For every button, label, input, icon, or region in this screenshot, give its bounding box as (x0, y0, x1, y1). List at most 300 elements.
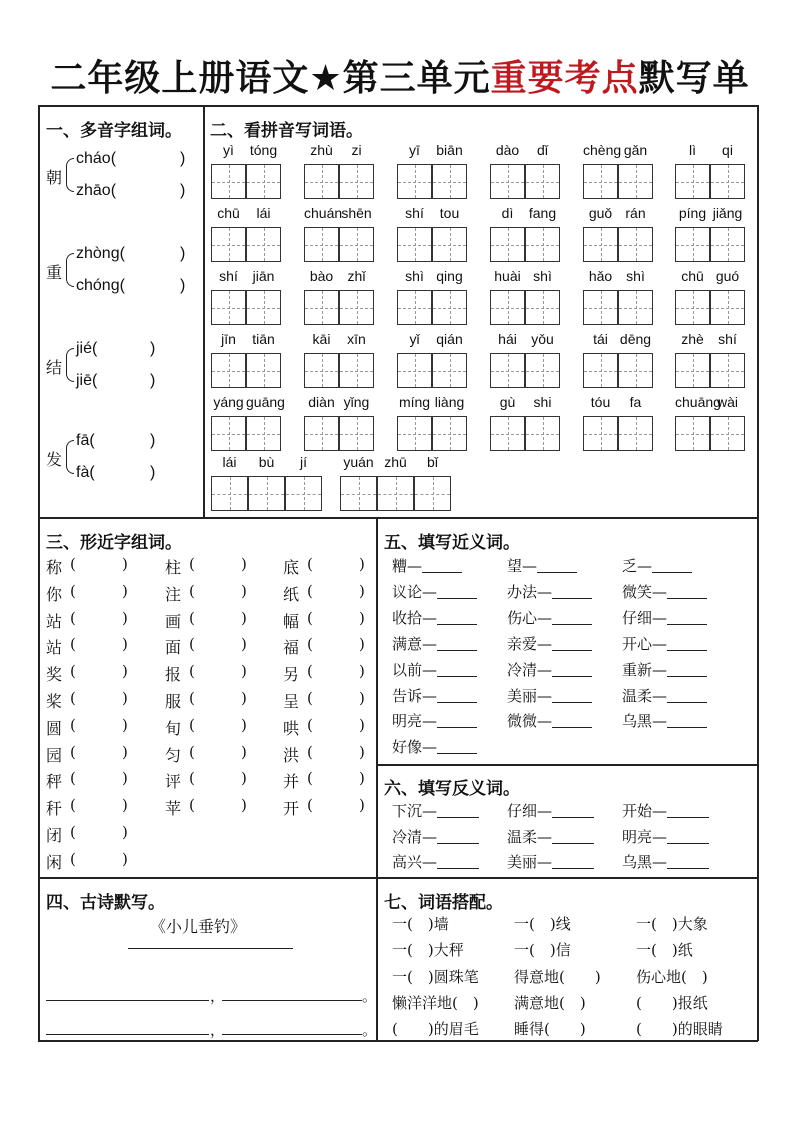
close-paren: ) (122, 742, 128, 761)
tianzi-cell[interactable] (432, 164, 467, 199)
close-paren: ) (241, 662, 247, 681)
synonym-word: 美丽— (507, 686, 553, 705)
tianzi-cell[interactable] (490, 353, 525, 388)
pinyin-syllable: dēng (619, 331, 652, 347)
pinyin-syllable: hái (498, 331, 517, 347)
answer-blank[interactable] (667, 868, 709, 869)
tianzi-cell[interactable] (618, 353, 653, 388)
tianzi-cell[interactable] (525, 227, 560, 262)
tianzi-cell[interactable] (397, 164, 432, 199)
answer-blank[interactable] (667, 727, 707, 728)
similar-char: 奖 (46, 665, 63, 685)
similar-char: 呈 (283, 692, 300, 711)
answer-blank[interactable] (437, 624, 477, 625)
tianzi-cell[interactable] (583, 353, 618, 388)
tianzi-cell[interactable] (397, 290, 432, 325)
close-paren: ) (359, 662, 365, 681)
antonym-word: 开始— (622, 802, 668, 820)
section2-heading: 二、看拼音写词语。 (210, 121, 363, 141)
section5-heading: 五、填写近义词。 (384, 533, 520, 553)
open-paren: ( (189, 769, 195, 788)
pinyin-syllable: dì (501, 205, 514, 221)
close-paren: ) (359, 581, 365, 600)
tianzi-cell[interactable] (397, 227, 432, 262)
match-item[interactable]: ( )报纸 (636, 993, 708, 1012)
open-paren: ( (189, 689, 195, 707)
section3-heading: 三、形近字组词。 (46, 533, 182, 553)
close-paren: ) (150, 464, 156, 481)
match-item[interactable]: 一( )线 (514, 915, 571, 933)
answer-blank[interactable] (652, 572, 692, 573)
similar-char: 秤 (46, 772, 63, 792)
pinyin-syllable: yì (223, 142, 234, 158)
poem-line-1b[interactable] (222, 1000, 362, 1001)
open-paren: ( (70, 742, 76, 761)
tianzi-cell[interactable] (710, 164, 745, 199)
answer-blank[interactable] (422, 572, 462, 573)
synonym-word: 重新— (622, 660, 668, 679)
antonym-word: 温柔— (507, 827, 553, 846)
open-paren: ( (189, 715, 195, 734)
pinyin-syllable: zhù (310, 142, 333, 158)
close-paren: ) (122, 715, 128, 734)
answer-blank[interactable] (437, 676, 477, 677)
tianzi-cell[interactable] (583, 164, 618, 199)
match-item[interactable]: 一( )墙 (392, 915, 449, 933)
close-paren: ) (122, 635, 128, 654)
open-paren: ( (70, 581, 76, 600)
match-item[interactable]: ( )的眼睛 (636, 1020, 723, 1039)
pinyin-syllable: shí (718, 331, 737, 347)
tianzi-cell[interactable] (304, 416, 339, 451)
synonym-word: 满意— (392, 634, 438, 653)
pinyin-syllable: tiān (252, 331, 275, 347)
pinyin-syllable: gù (499, 394, 516, 410)
answer-blank[interactable] (667, 624, 707, 625)
open-paren: ( (70, 823, 76, 841)
match-item[interactable]: 得意地( ) (514, 967, 601, 986)
similar-char: 洪 (283, 745, 300, 765)
synonym-word: 乌黑— (622, 712, 668, 731)
tianzi-cell[interactable] (675, 290, 710, 325)
tianzi-cell[interactable] (490, 416, 525, 451)
synonym-word: 冷清— (507, 660, 553, 679)
polyphone-char: 发 (46, 450, 63, 469)
close-paren: ) (122, 608, 128, 627)
synonym-word: 微微— (507, 712, 553, 731)
pinyin-syllable: zhè (681, 331, 704, 347)
tianzi-cell[interactable] (710, 290, 745, 325)
open-paren: ( (307, 581, 313, 600)
tianzi-cell[interactable] (618, 164, 653, 199)
pinyin-syllable: jīn (221, 331, 236, 347)
antonym-word: 冷清— (392, 827, 438, 846)
answer-blank[interactable] (552, 868, 594, 869)
polyphone-reading: jié( (76, 340, 98, 357)
close-paren: ) (122, 555, 128, 573)
answer-blank[interactable] (437, 753, 477, 754)
answer-blank[interactable] (552, 676, 592, 677)
open-paren: ( (307, 635, 313, 654)
similar-char: 苹 (165, 799, 182, 819)
tianzi-cell[interactable] (248, 476, 285, 511)
open-paren: ( (70, 849, 76, 868)
tianzi-cell[interactable] (211, 227, 246, 262)
close-paren: ) (241, 555, 247, 573)
tianzi-cell[interactable] (211, 353, 246, 388)
antonym-word: 美丽— (507, 853, 553, 871)
close-paren: ) (241, 635, 247, 654)
open-paren: ( (70, 689, 76, 707)
open-paren: ( (307, 662, 313, 681)
open-paren: ( (189, 581, 195, 600)
pinyin-syllable: lì (689, 142, 696, 158)
match-item[interactable]: 一( )大秤 (392, 941, 464, 960)
tianzi-cell[interactable] (339, 164, 374, 199)
pinyin-syllable: dǐ (537, 142, 548, 158)
answer-blank[interactable] (437, 727, 477, 728)
tianzi-cell[interactable] (304, 353, 339, 388)
tianzi-cell[interactable] (710, 416, 745, 451)
comma-2: ， (210, 1021, 226, 1039)
tianzi-cell[interactable] (432, 353, 467, 388)
open-paren: ( (307, 742, 313, 761)
tianzi-cell[interactable] (304, 290, 339, 325)
tianzi-cell[interactable] (304, 164, 339, 199)
open-paren: ( (189, 608, 195, 627)
pinyin-syllable: yǐng (343, 394, 370, 410)
synonym-word: 望— (507, 557, 538, 575)
tianzi-cell[interactable] (525, 290, 560, 325)
open-paren: ( (189, 796, 195, 815)
similar-char: 开 (283, 799, 300, 819)
close-paren: ) (180, 182, 186, 199)
close-paren: ) (359, 715, 365, 734)
match-item[interactable]: 一( )信 (514, 941, 571, 960)
answer-blank[interactable] (552, 598, 592, 599)
similar-char: 桨 (46, 692, 63, 711)
pinyin-syllable: qián (436, 331, 463, 347)
tianzi-cell[interactable] (710, 227, 745, 262)
close-paren: ) (359, 608, 365, 627)
synonym-word: 告诉— (392, 686, 438, 705)
close-paren: ) (359, 796, 365, 815)
open-paren: ( (307, 796, 313, 815)
tianzi-cell[interactable] (675, 416, 710, 451)
similar-char: 园 (46, 745, 63, 765)
answer-blank[interactable] (552, 624, 592, 625)
open-paren: ( (307, 715, 313, 734)
match-item[interactable]: 睡得( ) (514, 1020, 586, 1039)
pinyin-syllable: wài (716, 394, 738, 410)
pinyin-syllable: bào (309, 268, 334, 284)
tianzi-cell[interactable] (583, 416, 618, 451)
tianzi-cell[interactable] (432, 227, 467, 262)
tianzi-cell[interactable] (304, 227, 339, 262)
open-paren: ( (70, 769, 76, 788)
pinyin-syllable: chū (681, 268, 704, 284)
open-paren: ( (70, 715, 76, 734)
close-paren: ) (150, 432, 156, 449)
similar-char: 底 (283, 558, 300, 577)
polyphone-reading: cháo( (76, 150, 117, 167)
tianzi-cell[interactable] (211, 416, 246, 451)
close-paren: ) (122, 662, 128, 681)
pinyin-syllable: tái (593, 331, 608, 347)
brace-icon (66, 158, 74, 192)
tianzi-cell[interactable] (339, 227, 374, 262)
close-paren: ) (180, 150, 186, 167)
similar-char: 纸 (283, 584, 300, 604)
tianzi-cell[interactable] (414, 476, 451, 511)
similar-char: 哄 (283, 718, 300, 738)
brace-icon (66, 253, 74, 287)
match-item[interactable]: 一( )圆珠笔 (392, 967, 479, 986)
open-paren: ( (70, 555, 76, 573)
similar-char: 你 (46, 584, 63, 604)
tianzi-cell[interactable] (211, 164, 246, 199)
tianzi-cell[interactable] (710, 353, 745, 388)
antonym-word: 明亮— (622, 827, 668, 846)
tianzi-cell[interactable] (618, 227, 653, 262)
close-paren: ) (122, 849, 128, 868)
tianzi-cell[interactable] (675, 164, 710, 199)
pinyin-syllable: qing (436, 268, 463, 284)
pinyin-syllable: qi (722, 142, 733, 158)
similar-char: 面 (165, 638, 182, 658)
tianzi-cell[interactable] (490, 290, 525, 325)
answer-blank[interactable] (537, 572, 577, 573)
pinyin-syllable: lái (256, 205, 271, 221)
comma-1: ， (210, 987, 226, 1005)
tianzi-cell[interactable] (490, 227, 525, 262)
open-paren: ( (70, 635, 76, 654)
answer-blank[interactable] (437, 868, 479, 869)
match-item[interactable]: ( )的眉毛 (392, 1020, 479, 1039)
pinyin-syllable: guǒ (588, 205, 613, 221)
section1-heading: 一、多音字组词。 (46, 121, 182, 141)
open-paren: ( (189, 635, 195, 654)
period-1: 。 (362, 987, 378, 1005)
poem-author-blank[interactable] (128, 948, 293, 949)
synonym-word: 乏— (622, 557, 653, 575)
tianzi-cell[interactable] (525, 416, 560, 451)
answer-blank[interactable] (667, 702, 707, 703)
match-item[interactable]: 满意地( ) (514, 993, 586, 1012)
tianzi-cell[interactable] (525, 353, 560, 388)
answer-blank[interactable] (552, 702, 592, 703)
pinyin-syllable: liàng (434, 394, 465, 410)
tianzi-cell[interactable] (246, 164, 281, 199)
answer-blank[interactable] (667, 843, 709, 844)
tianzi-cell[interactable] (583, 290, 618, 325)
pinyin-syllable: jí (300, 454, 307, 470)
synonym-word: 议论— (392, 582, 438, 601)
polyphone-reading: zhòng( (76, 245, 125, 262)
pinyin-syllable: biān (436, 142, 463, 158)
tianzi-cell[interactable] (246, 290, 281, 325)
tianzi-cell[interactable] (397, 416, 432, 451)
tianzi-cell[interactable] (339, 416, 374, 451)
pinyin-syllable: diàn (308, 394, 335, 410)
close-paren: ) (241, 608, 247, 627)
synonym-word: 温柔— (622, 686, 668, 705)
tianzi-cell[interactable] (339, 353, 374, 388)
similar-char: 秆 (46, 799, 63, 819)
answer-blank[interactable] (437, 650, 477, 651)
tianzi-cell[interactable] (211, 476, 248, 511)
close-paren: ) (241, 796, 247, 815)
close-paren: ) (150, 372, 156, 389)
open-paren: ( (307, 769, 313, 788)
synonym-word: 明亮— (392, 712, 438, 731)
antonym-word: 下沉— (392, 802, 438, 820)
tianzi-cell[interactable] (675, 227, 710, 262)
answer-blank[interactable] (437, 598, 477, 599)
pinyin-syllable: shí (219, 268, 238, 284)
tianzi-cell[interactable] (675, 353, 710, 388)
similar-char: 报 (165, 665, 182, 685)
pinyin-syllable: zhū (384, 454, 407, 470)
pinyin-syllable: fa (629, 394, 642, 410)
tianzi-cell[interactable] (397, 353, 432, 388)
poem-line-1a[interactable] (46, 1000, 209, 1001)
polyphone-reading: jiē( (76, 372, 98, 389)
close-paren: ) (122, 769, 128, 788)
polyphone-reading: fà( (76, 464, 95, 481)
similar-char: 幅 (283, 611, 300, 631)
close-paren: ) (122, 689, 128, 707)
answer-blank[interactable] (552, 727, 592, 728)
pinyin-syllable: shi (533, 394, 552, 410)
pinyin-syllable: guāng (246, 394, 285, 410)
antonym-word: 高兴— (392, 853, 438, 871)
section6-heading: 六、填写反义词。 (384, 779, 520, 799)
answer-blank[interactable] (437, 843, 479, 844)
pinyin-syllable: shēn (341, 205, 372, 221)
answer-blank[interactable] (552, 817, 594, 818)
tianzi-cell[interactable] (246, 227, 281, 262)
similar-char: 注 (165, 584, 182, 604)
close-paren: ) (150, 340, 156, 357)
poem-line-2a[interactable] (46, 1034, 209, 1035)
similar-char: 称 (46, 558, 63, 577)
synonym-word: 仔细— (622, 608, 668, 627)
answer-blank[interactable] (667, 676, 707, 677)
close-paren: ) (122, 823, 128, 841)
pinyin-syllable: gǎn (623, 142, 648, 158)
similar-char: 匀 (165, 745, 182, 765)
tianzi-cell[interactable] (490, 164, 525, 199)
open-paren: ( (70, 796, 76, 815)
poem-line-2b[interactable] (222, 1034, 362, 1035)
antonym-word: 仔细— (507, 802, 553, 820)
synonym-word: 办法— (507, 582, 553, 601)
tianzi-cell[interactable] (211, 290, 246, 325)
pinyin-syllable: chū (217, 205, 240, 221)
open-paren: ( (189, 555, 195, 573)
similar-char: 评 (165, 772, 182, 792)
match-item[interactable]: 懒洋洋地( ) (392, 993, 479, 1012)
tianzi-cell[interactable] (246, 416, 281, 451)
synonym-word: 好像— (392, 738, 438, 757)
pinyin-syllable: jiǎng (712, 205, 743, 221)
tianzi-cell[interactable] (432, 290, 467, 325)
synonym-word: 开心— (622, 634, 668, 653)
similar-char: 站 (46, 638, 63, 658)
close-paren: ) (241, 769, 247, 788)
close-paren: ) (180, 277, 186, 294)
close-paren: ) (359, 769, 365, 788)
pinyin-syllable: shí (405, 205, 424, 221)
match-item[interactable]: 一( )纸 (636, 941, 693, 960)
tianzi-cell[interactable] (618, 416, 653, 451)
poem-title: 《小儿垂钓》 (150, 917, 247, 936)
tianzi-cell[interactable] (525, 164, 560, 199)
pinyin-syllable: shì (626, 268, 645, 284)
close-paren: ) (359, 635, 365, 654)
tianzi-cell[interactable] (432, 416, 467, 451)
pinyin-syllable: shì (405, 268, 424, 284)
antonym-word: 乌黑— (622, 853, 668, 871)
pinyin-syllable: jiān (252, 268, 275, 284)
answer-blank[interactable] (667, 650, 707, 651)
answer-blank[interactable] (667, 598, 707, 599)
pinyin-syllable: xīn (347, 331, 366, 347)
tianzi-cell[interactable] (618, 290, 653, 325)
pinyin-syllable: hǎo (588, 268, 613, 284)
tianzi-cell[interactable] (285, 476, 322, 511)
match-item[interactable]: 一( )大象 (636, 915, 708, 933)
polyphone-char: 重 (46, 263, 63, 282)
similar-char: 福 (283, 638, 300, 658)
open-paren: ( (307, 555, 313, 573)
tianzi-cell[interactable] (339, 290, 374, 325)
pinyin-syllable: tóu (590, 394, 611, 410)
close-paren: ) (241, 581, 247, 600)
close-paren: ) (241, 689, 247, 707)
close-paren: ) (359, 555, 365, 573)
tianzi-cell[interactable] (377, 476, 414, 511)
synonym-word: 糟— (392, 557, 423, 575)
answer-blank[interactable] (552, 650, 592, 651)
similar-char: 闭 (46, 826, 63, 845)
pinyin-syllable: yáng (213, 394, 244, 410)
pinyin-syllable: fang (528, 205, 557, 221)
answer-blank[interactable] (667, 817, 709, 818)
pinyin-syllable: lái (222, 454, 237, 470)
similar-char: 闲 (46, 852, 63, 872)
similar-char: 并 (283, 772, 300, 792)
pinyin-syllable: yī (409, 142, 420, 158)
polyphone-char: 结 (46, 358, 63, 377)
answer-blank[interactable] (437, 702, 477, 703)
open-paren: ( (307, 689, 313, 707)
close-paren: ) (122, 796, 128, 815)
match-item[interactable]: 伤心地( ) (636, 967, 708, 986)
pinyin-syllable: bǐ (427, 454, 438, 470)
section4-heading: 四、古诗默写。 (46, 893, 165, 913)
tianzi-cell[interactable] (340, 476, 377, 511)
answer-blank[interactable] (552, 843, 594, 844)
tianzi-cell[interactable] (246, 353, 281, 388)
open-paren: ( (189, 742, 195, 761)
similar-char: 圆 (46, 718, 63, 738)
polyphone-reading: zhāo( (76, 182, 117, 199)
pinyin-syllable: yǒu (531, 331, 554, 347)
tianzi-cell[interactable] (583, 227, 618, 262)
answer-blank[interactable] (437, 817, 479, 818)
